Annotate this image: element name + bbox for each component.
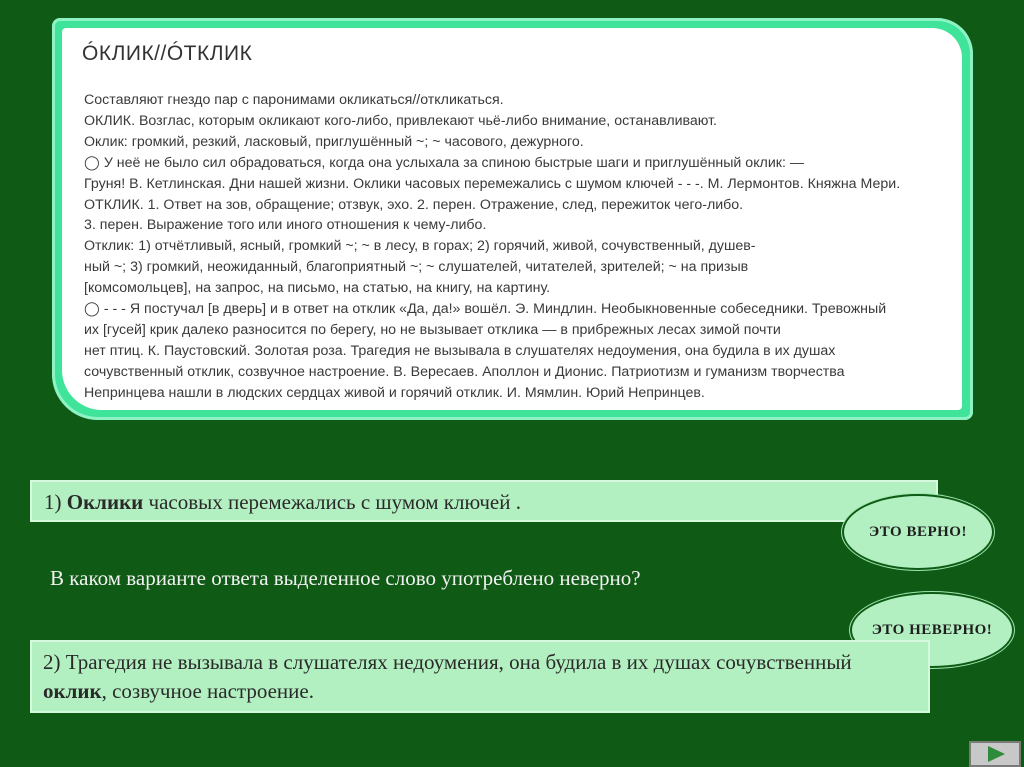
- highlighted-word: оклик: [43, 679, 102, 703]
- answer-option-1[interactable]: [30, 480, 938, 522]
- highlighted-word: Оклики: [66, 490, 144, 514]
- dictionary-line: Отклик: 1) отчётливый, ясный, громкий ~; ~ в лесу, в горах; 2) горячий, живой, сочувственный, душев-: [84, 238, 756, 255]
- dictionary-line: их [гусей] крик далеко разносится по берегу, но не вызывает отклика — в прибрежных лесах зимой почти: [84, 321, 781, 338]
- dictionary-line: Составляют гнездо пар с паронимами окликаться//откликаться.: [84, 92, 504, 108]
- question-text: В каком варианте ответа выделенное слово употреблено неверно?: [50, 566, 641, 590]
- dictionary-line: сочувственный отклик, созвучное настроение. В. Вересаев. Аполлон и Дионис. Патриотизм и гуманизм творчества: [84, 363, 845, 380]
- dictionary-body: [84, 90, 942, 404]
- dictionary-line: ОТКЛИК. 1. Ответ на зов, обращение; отзвук, эхо. 2. перен. Отражение, след, пережиток чего-либо.: [84, 196, 744, 213]
- incorrect-feedback-badge[interactable]: ЭТО НЕВЕРНО!: [850, 592, 1014, 668]
- dictionary-line: Груня! В. Кетлинская. Дни нашей жизни. Оклики часовых перемежались с шумом ключей - - -. М. Лермонтов. Княжна Мери.: [84, 175, 901, 192]
- dictionary-line: [комсомольцев], на запрос, на письмо, на статью, на книгу, на картину.: [84, 280, 551, 297]
- dictionary-title: ÓКЛИК//ÓТКЛИК: [82, 42, 253, 65]
- dictionary-line: ◯ У неё не было сил обрадоваться, когда она услыхала за спиною быстрые шаги и приглушённый оклик: —: [84, 154, 805, 171]
- dictionary-line: Оклик: громкий, резкий, ласковый, приглушённый ~; ~ часового, дежурного.: [84, 133, 584, 150]
- dictionary-line: ный ~; 3) громкий, неожиданный, благоприятный ~; ~ слушателей, читателей, зрителей; ~ на призыв: [84, 259, 749, 276]
- answer-text: 2) Трагедия не вызывала в слушателях недоумения, она будила в их душах сочувственный: [43, 650, 852, 674]
- dictionary-line: ОКЛИК. Возглас, которым окликают кого-либо, привлекают чьё-либо внимание, останавливают.: [84, 112, 718, 129]
- dictionary-line: 3. перен. Выражение того или иного отношения к чему-либо.: [84, 217, 487, 234]
- correct-feedback-badge[interactable]: ЭТО ВЕРНО!: [842, 494, 994, 570]
- next-slide-button[interactable]: [969, 741, 1021, 767]
- dictionary-line: Непринцева нашли в людских сердцах живой и горячий отклик. И. Мямлин. Юрий Непринцев.: [84, 384, 705, 401]
- answer-text-end: , созвучное настроение.: [101, 679, 314, 703]
- answer-option-2[interactable]: [30, 640, 930, 713]
- answer-number: 1): [44, 490, 62, 514]
- dictionary-line: ◯ - - - Я постучал [в дверь] и в ответ на отклик «Да, да!» вошёл. Э. Миндлин. Необыкновенные собеседники. Тревожный: [84, 301, 887, 318]
- dictionary-line: нет птиц. К. Паустовский. Золотая роза. Трагедия не вызывала в слушателях недоумения, она будила в их душах: [84, 342, 836, 359]
- play-triangle-icon: [988, 746, 1005, 762]
- dictionary-excerpt: [62, 28, 962, 410]
- answer-text: часовых перемежались с шумом ключей .: [143, 490, 521, 514]
